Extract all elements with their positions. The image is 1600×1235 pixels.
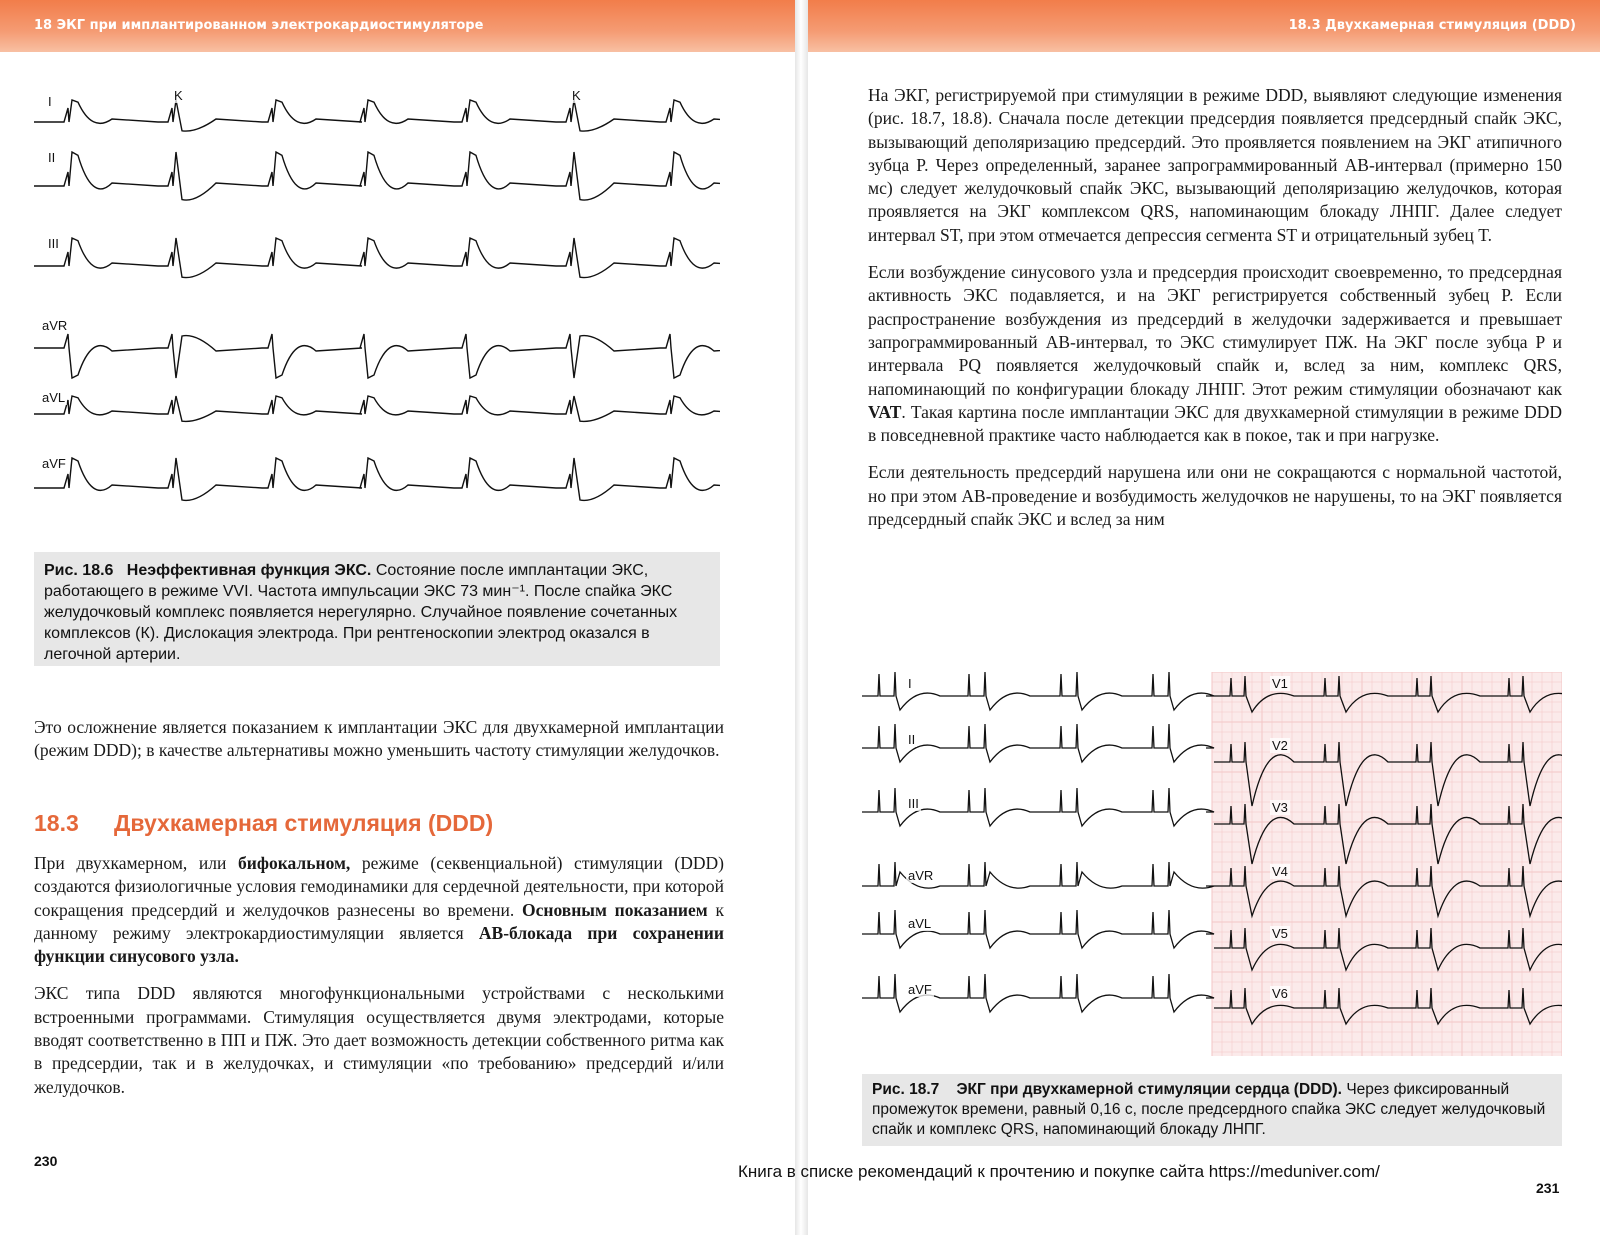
figure-18-6-ecg <box>34 86 720 540</box>
right-page-text <box>868 84 1562 545</box>
paragraph-ddd-definition <box>34 852 724 968</box>
left-page-header <box>0 0 795 52</box>
lead-label-aVL-187: aVL <box>908 916 932 931</box>
text-run: Если возбуждение синусового узла и предсердия происходит своевременно, то предсердная активность ЭКС подавляется, и на ЭКГ регистрируется собственный зубец P. Если распространение возбуждения из предсердий в желудочки задерживается и превышает запрограммированный АВ-интервал, то ЭКС стимулирует ПЖ. На ЭКГ после зубца P и интервала PQ появляется желудочковый спайк и, вслед за ним, комплекс QRS, напоминающий по конфигурации блокаду ЛНПГ. Этот режим стимуляции обозначают как <box>868 262 1562 399</box>
paragraph-ddd-devices <box>34 982 724 1098</box>
right-running-head: 18.3 Двухкамерная стимуляция (DDD) <box>1288 18 1576 33</box>
text-run: Если деятельность предсердий нарушена или они не сокращаются с нормальной частотой, но при этом АВ-проведение и возбудимость желудочков не нарушены, то на ЭКГ появляется предсердный спайк ЭКС и вслед за ним <box>868 462 1562 530</box>
lead-label-V4: V4 <box>1272 864 1288 879</box>
ecg-trace-18-6-4 <box>34 396 720 421</box>
left-running-head: 18 ЭКГ при имплантированном электрокардиостимуляторе <box>34 18 484 33</box>
caption-18-6-title: Неэффективная функция ЭКС. <box>126 562 372 579</box>
figure-18-7-caption <box>862 1074 1562 1146</box>
section-heading-18-3 <box>34 810 493 837</box>
ecg-traces-18-7 <box>862 672 1562 1056</box>
caption-18-6-label: Рис. 18.6 <box>44 562 114 579</box>
lead-label-II-187: II <box>908 732 916 747</box>
watermark-text: Книга в списке рекомендаций к прочтению и покупке сайта https://meduniver.com/ <box>738 1162 1380 1181</box>
figure-18-7-ecg <box>862 672 1562 1056</box>
lead-label-V6: V6 <box>1272 986 1288 1001</box>
caption-18-6-text: Состояние после имплантации ЭКС, работающего в режиме VVI. Частота импульсации ЭКС 73 мин⁻¹. После спайка ЭКС желудочковый комплекс появляется нерегулярно. Случайное появление сочетанных комплексов (К). Дислокация электрода. При рентгеноскопии электрод оказался в легочной артерии. <box>44 562 678 663</box>
book-gutter <box>795 0 808 1235</box>
caption-18-7-text: Через фиксированный промежуток времени, равный 0,16 с, после предсердного спайка ЭКС следует желудочковый спайк и комплекс QRS, напоминающий блокаду ЛНПГ. <box>872 1081 1546 1138</box>
lead-label-I: I <box>48 94 52 109</box>
ecg-trace-18-6-5 <box>34 458 720 500</box>
bold-vat: VAT <box>868 401 902 422</box>
bold-bifocal: бифокальном, <box>238 853 351 873</box>
ecg-trace-18-6-3 <box>34 334 720 378</box>
ecg-trace-18-6-1 <box>34 152 720 200</box>
lead-label-aVF: aVF <box>42 456 66 471</box>
text-run: При двухкамерном, или <box>34 853 239 873</box>
lead-label-V5: V5 <box>1272 926 1288 941</box>
marker-K-2: K <box>572 88 581 103</box>
paragraph-ddd-ecg-changes <box>868 84 1562 247</box>
text-run: . Такая картина после имплантации ЭКС для двухкамерной стимуляции в режиме DDD в повседневной практике часто наблюдается как в покое, так и при нагрузке. <box>868 401 1562 446</box>
section-title: Двухкамерная стимуляция (DDD) <box>114 810 494 836</box>
section-number: 18.3 <box>34 810 79 836</box>
lead-label-aVF-187: aVF <box>908 982 932 997</box>
caption-18-7-title: ЭКГ при двухкамерной стимуляции сердца (DDD). <box>956 1081 1342 1098</box>
text-run: На ЭКГ, регистрируемой при стимуляции в режиме DDD, выявляют следующие изменения (рис. 18.7, 18.8). Сначала после детекции предсердия появляется предсердный спайк ЭКС, вызывающий деполяризацию предсердий. Это проявляется появлением на ЭКГ атипичного зубца P. Через определенный, заранее запрограммированный АВ-интервал (примерно 150 мс) следует желудочковый спайк ЭКС, вызывающий деполяризацию желудочков, которая проявляется на ЭКГ комплексом QRS, напоминающим блокаду ЛНПГ. Далее следует интервал ST, при этом отмечается депрессия сегмента ST и отрицательный зубец T. <box>868 85 1562 245</box>
lead-label-V1: V1 <box>1272 676 1288 691</box>
intro-text: Это осложнение является показанием к имплантации ЭКС для двухкамерной имплантации (режим DDD); в качестве альтернативы можно уменьшить частоту стимуляции желудочков. <box>34 717 724 761</box>
paragraph-atrial-dysfunction <box>868 461 1562 531</box>
ecg-trace-18-7-limb-0 <box>862 672 1214 710</box>
lead-label-I-187: I <box>908 676 912 691</box>
marker-K-1: K <box>174 88 183 103</box>
page-number-left: 230 <box>34 1153 58 1169</box>
lead-label-aVL: aVL <box>42 390 66 405</box>
lead-label-III-187: III <box>908 796 919 811</box>
page-number-right: 231 <box>1536 1180 1560 1196</box>
ecg-traces-18-6 <box>34 86 720 540</box>
bold-main-indication: Основным показанием <box>521 899 708 920</box>
text-run: к данному режиму электрокардиостимуляции является <box>34 899 724 943</box>
ecg-trace-18-6-0 <box>34 100 720 131</box>
text-run: режиме (секвенциальной) стимуляции (DDD) создаются физиологичные условия гемодинамики для сердечной деятельности, при которой сокращения предсердий и желудочков разнесены во времени. <box>34 853 724 920</box>
bold-av-block: АВ-блокада при сохранении функции синусового узла. <box>34 922 724 967</box>
left-intro-paragraph <box>34 716 724 763</box>
lead-label-V3: V3 <box>1272 800 1288 815</box>
lead-label-II: II <box>48 150 56 165</box>
figure-18-6-caption <box>34 552 720 666</box>
lead-label-V2: V2 <box>1272 738 1288 753</box>
lead-label-aVR: aVR <box>42 318 68 333</box>
text-run: ЭКС типа DDD являются многофункциональными устройствами с несколькими встроенными программами. Стимуляция осуществляется двумя электродами, которые вводят соответственно в ПП и ПЖ. Это дает возможность детекции собственного ритма как в предсердии, так и в желудочках, и стимуляции «по требованию» предсердий и/или желудочков. <box>34 983 724 1097</box>
paragraph-vat-mode <box>868 261 1562 447</box>
caption-18-7-label: Рис. 18.7 <box>872 1081 940 1098</box>
right-page-header <box>808 0 1600 52</box>
lead-label-III: III <box>48 236 59 251</box>
lead-label-aVR-187: aVR <box>908 868 934 883</box>
ecg-trace-18-6-2 <box>34 238 720 278</box>
left-section-body <box>34 852 724 1113</box>
